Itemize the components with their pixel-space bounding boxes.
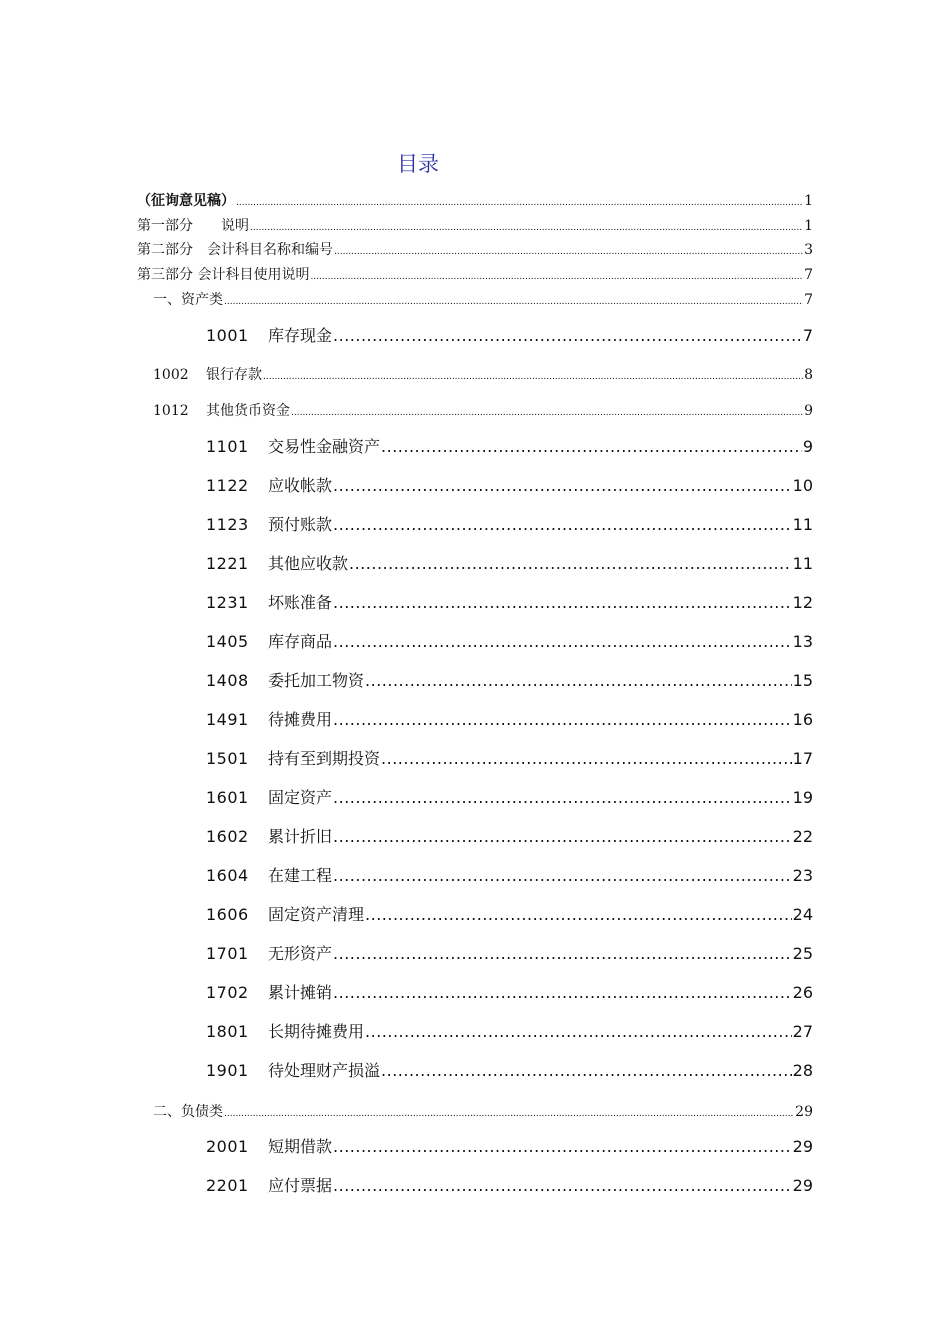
toc-entry-code: 1408: [206, 671, 249, 690]
toc-entry-code: 1606: [206, 905, 249, 924]
toc-entry-page: 25: [792, 944, 813, 963]
toc-entry-code: 1701: [206, 944, 249, 963]
toc-entry-label: 库存现金: [268, 326, 333, 345]
toc-entry-label: 坏账准备: [268, 593, 333, 612]
toc-entry-code: 1601: [206, 788, 249, 807]
toc-entry-label: 待摊费用: [268, 710, 333, 729]
toc-entry[interactable]: [206, 323, 813, 347]
leader-dots: [333, 710, 792, 729]
toc-entry-code: 1901: [206, 1061, 249, 1080]
leader-dots: [333, 944, 792, 963]
leader-dots: [310, 272, 803, 282]
toc-entry[interactable]: [153, 364, 813, 384]
toc-entry-label: 第三部分 会计科目使用说明: [137, 267, 310, 283]
toc-entry-code: 1001: [206, 326, 249, 345]
toc-entry[interactable]: [153, 289, 813, 309]
toc-entry[interactable]: [206, 512, 813, 536]
toc-entry-page: 11: [792, 515, 813, 534]
toc-entry-label: 持有至到期投资: [268, 749, 381, 768]
toc-entry-code: 1702: [206, 983, 249, 1002]
leader-dots: [334, 247, 803, 257]
toc-entry-label: 累计折旧: [268, 827, 333, 846]
toc-entry-page: 9: [804, 403, 813, 419]
toc-entry-page: 17: [792, 749, 813, 768]
toc-entry[interactable]: [206, 824, 813, 848]
leader-dots: [333, 866, 792, 885]
leader-dots: [333, 827, 792, 846]
toc-entry-page: 10: [792, 476, 813, 495]
leader-dots: [333, 1176, 792, 1195]
leader-dots: [333, 326, 802, 345]
toc-entry-page: 29: [792, 1176, 813, 1195]
toc-entry[interactable]: [137, 239, 813, 259]
toc-entry-label: 短期借款: [268, 1137, 333, 1156]
leader-dots: [381, 749, 792, 768]
toc-entry-label: 长期待摊费用: [268, 1022, 365, 1041]
toc-entry-code: 1405: [206, 632, 249, 651]
leader-dots: [333, 1137, 792, 1156]
toc-entry-label: 预付账款: [268, 515, 333, 534]
toc-entry-page: 26: [792, 983, 813, 1002]
toc-entry-label: 第一部分 说明: [137, 218, 249, 234]
toc-entry-label: 固定资产: [268, 788, 333, 807]
leader-dots: [333, 515, 792, 534]
toc-entry[interactable]: [206, 707, 813, 731]
toc-entry-page: 12: [792, 593, 813, 612]
leader-dots: [333, 476, 792, 495]
toc-entry[interactable]: [206, 785, 813, 809]
toc-entry[interactable]: [206, 980, 813, 1004]
toc-entry-page: 1: [804, 218, 813, 234]
toc-entry-code: 1801: [206, 1022, 249, 1041]
toc-entry-label: 在建工程: [268, 866, 333, 885]
leader-dots: [365, 671, 792, 690]
leader-dots: [333, 632, 792, 651]
toc-entry-label: 应付票据: [268, 1176, 333, 1195]
toc-entry-page: 28: [792, 1061, 813, 1080]
toc-entry-page: 22: [792, 827, 813, 846]
toc-entry-label: 银行存款: [206, 367, 262, 383]
toc-entry-page: 27: [792, 1022, 813, 1041]
toc-entry-page: 15: [792, 671, 813, 690]
toc-entry[interactable]: [137, 215, 813, 235]
toc-entry-code: 1012: [153, 403, 189, 419]
toc-entry-code: 1602: [206, 827, 249, 846]
toc-entry[interactable]: [206, 941, 813, 965]
toc-entry-label: 交易性金融资产: [268, 437, 381, 456]
toc-entry[interactable]: [137, 190, 813, 210]
toc-entry-label: 委托加工物资: [268, 671, 365, 690]
leader-dots: [291, 408, 803, 418]
leader-dots: [236, 198, 803, 208]
toc-entry[interactable]: [206, 668, 813, 692]
toc-entry-label: 固定资产清理: [268, 905, 365, 924]
toc-entry[interactable]: [137, 264, 813, 284]
toc-entry-code: 1002: [153, 367, 189, 383]
toc-entry-page: 29: [792, 1137, 813, 1156]
toc-entry-page: 7: [804, 292, 813, 308]
toc-entry[interactable]: [153, 400, 813, 420]
toc-entry-page: 9: [802, 437, 813, 456]
toc-entry-page: 24: [792, 905, 813, 924]
toc-entry[interactable]: [206, 746, 813, 770]
toc-entry-code: 1491: [206, 710, 249, 729]
toc-entry-page: 29: [795, 1104, 813, 1120]
toc-entry-label: 无形资产: [268, 944, 333, 963]
toc-entry-page: 8: [804, 367, 813, 383]
toc-title: 目录: [397, 152, 439, 176]
toc-entry-label: 累计摊销: [268, 983, 333, 1002]
toc-entry[interactable]: [206, 629, 813, 653]
leader-dots: [250, 223, 803, 233]
toc-entry-code: 1221: [206, 554, 249, 573]
toc-entry[interactable]: [206, 434, 813, 458]
toc-entry-page: 11: [792, 554, 813, 573]
toc-entry[interactable]: [206, 473, 813, 497]
leader-dots: [365, 905, 792, 924]
toc-entry-label: 一、资产类: [153, 292, 223, 308]
toc-entry-code: 1123: [206, 515, 249, 534]
toc-entry-label: 库存商品: [268, 632, 333, 651]
toc-entry-page: 7: [804, 267, 813, 283]
toc-entry-code: 1101: [206, 437, 249, 456]
leader-dots: [333, 593, 792, 612]
toc-entry[interactable]: [206, 902, 813, 926]
toc-entry-label: 待处理财产损溢: [268, 1061, 381, 1080]
toc-entry[interactable]: [206, 863, 813, 887]
toc-entry[interactable]: [206, 1019, 813, 1043]
toc-entry-label: （征询意见稿）: [137, 193, 235, 209]
toc-entry-code: 2001: [206, 1137, 249, 1156]
toc-entry-page: 23: [792, 866, 813, 885]
toc-entry-page: 3: [804, 242, 813, 258]
toc-entry-label: 第二部分 会计科目名称和编号: [137, 242, 333, 258]
leader-dots: [263, 372, 803, 382]
toc-entry-page: 19: [792, 788, 813, 807]
leader-dots: [349, 554, 792, 573]
leader-dots: [333, 983, 792, 1002]
toc-entry-page: 7: [802, 326, 813, 345]
leader-dots: [224, 1109, 794, 1119]
leader-dots: [224, 297, 803, 307]
toc-entry-code: 2201: [206, 1176, 249, 1195]
toc-entry[interactable]: [206, 1134, 813, 1158]
toc-entry[interactable]: [206, 590, 813, 614]
toc-entry-page: 16: [792, 710, 813, 729]
leader-dots: [381, 437, 802, 456]
leader-dots: [333, 788, 792, 807]
toc-entry-label: 其他货币资金: [206, 403, 290, 419]
leader-dots: [381, 1061, 792, 1080]
toc-entry-label: 其他应收款: [268, 554, 349, 573]
toc-entry-label: 二、负债类: [153, 1104, 223, 1120]
toc-entry-code: 1501: [206, 749, 249, 768]
toc-entry[interactable]: [206, 551, 813, 575]
leader-dots: [365, 1022, 792, 1041]
toc-entry-code: 1231: [206, 593, 249, 612]
toc-entry-label: 应收帐款: [268, 476, 333, 495]
toc-entry[interactable]: [206, 1058, 813, 1082]
toc-entry-page: 13: [792, 632, 813, 651]
toc-entry[interactable]: [153, 1101, 813, 1121]
toc-entry-code: 1604: [206, 866, 249, 885]
toc-entry-code: 1122: [206, 476, 249, 495]
toc-entry[interactable]: [206, 1173, 813, 1197]
toc-entry-page: 1: [804, 193, 813, 209]
